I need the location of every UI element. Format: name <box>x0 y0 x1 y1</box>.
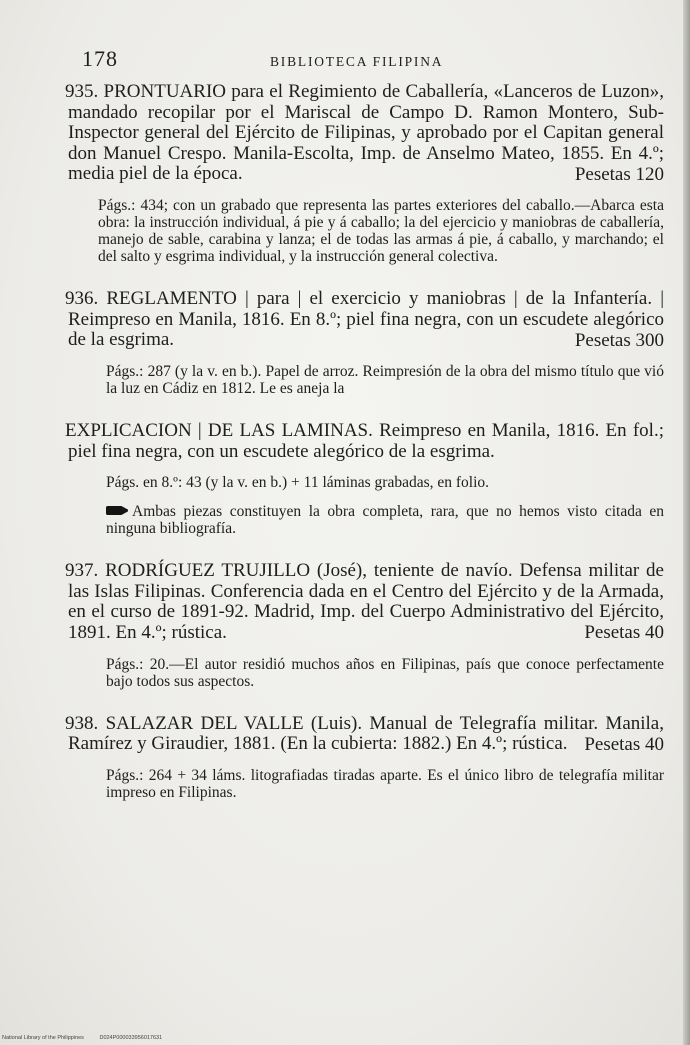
entry-937 <box>65 560 664 690</box>
page-header <box>82 46 662 76</box>
entry-main-text: 936. REGLAMENTO | para | el exercicio y maniobras | de la Infantería. | Reimpreso en Manila, 1816. En 8.º; piel fina negra, con un escudete alegórico de la esgrima. <box>65 288 664 350</box>
entry-note: Págs.: 20.—El autor residió muchos años en Filipinas, país que conoce perfectamente bajo todos sus aspectos. <box>106 655 664 690</box>
entry-main-text: EXPLICACION | DE LAS LAMINAS. Reimpreso en Manila, 1816. En fol.; piel fina negra, con un escudete alegórico de la esgrima. <box>65 420 664 462</box>
entry-main-text: 937. RODRÍGUEZ TRUJILLO (José), teniente de navío. Defensa militar de las Islas Filipinas. Conferencia dada en el Centro del Ejército y de la Armada, en el curso de 1891-92. Madrid, Imp. del Cuerpo Administrativo del Ejército, 1891. En 4.º; rústica. <box>65 560 664 643</box>
entry-subnote <box>68 503 664 537</box>
entry-price: Pesetas 300 <box>574 329 664 351</box>
footer-library: National Library of the Philippines <box>2 1035 84 1041</box>
entry-price: Pesetas 40 <box>584 622 664 643</box>
pointing-hand-icon <box>106 506 128 515</box>
entry-note: Págs.: 434; con un grabado que representa las partes exteriores del caballo.—Abarca esta obra: la instrucción individual, á pie y á caballo; la del ejercicio y maniobras de caballería, manejo de sable, carabina y lanza; el de todas las armas á pie, á caballo, y marchando; el del salto y esgrima individual, y la instrucción general colectiva. <box>98 197 664 265</box>
entry-938 <box>65 712 664 802</box>
entry-subnote-text: Ambas piezas constituyen la obra completa, rara, que no hemos visto citada en ninguna bibliografía. <box>106 503 664 537</box>
page-number: 178 <box>82 46 118 71</box>
entry-main-text: 935. PRONTUARIO para el Regimiento de Caballería, «Lanceros de Luzon», mandado recopilar por el Mariscal de Campo D. Ramon Montero, Sub-Inspector general del Ejército de Filipinas, y aprobado por el Capitan general don Manuel Crespo. Manila-Escolta, Imp. de Anselmo Mateo, 1855. En 4.º; media piel de la época. <box>65 81 664 184</box>
entry-price: Pesetas 120 <box>574 163 664 185</box>
entry-main-text: 938. SALAZAR DEL VALLE (Luis). Manual de Telegrafía militar. Manila, Ramírez y Giraudier, 1881. (En la cubierta: 1882.) En 4.º; rústica. <box>65 712 664 754</box>
footer-barcode: D024P000033956017631 <box>99 1035 163 1041</box>
entry-935 <box>65 81 664 265</box>
entry-price: Pesetas 40 <box>584 733 664 755</box>
entry-936 <box>65 288 664 397</box>
entry-note: Págs.: 287 (y la v. en b.). Papel de arroz. Reimpresión de la obra del mismo título que vió la luz en Cádiz en 1812. Le es aneja la <box>106 363 664 397</box>
scan-footer <box>2 1035 176 1041</box>
entry-note: Págs.: 264 + 34 láms. litografiadas tiradas aparte. Es el único libro de telegrafía militar impreso en Filipinas. <box>106 767 664 801</box>
entry-explicacion <box>65 420 664 537</box>
page-edge-shadow <box>683 0 690 1045</box>
page-content <box>65 81 664 801</box>
entry-note: Págs. en 8.º: 43 (y la v. en b.) + 11 láminas grabadas, en folio. <box>106 474 490 491</box>
running-head: BIBLIOTECA FILIPINA <box>270 54 444 69</box>
